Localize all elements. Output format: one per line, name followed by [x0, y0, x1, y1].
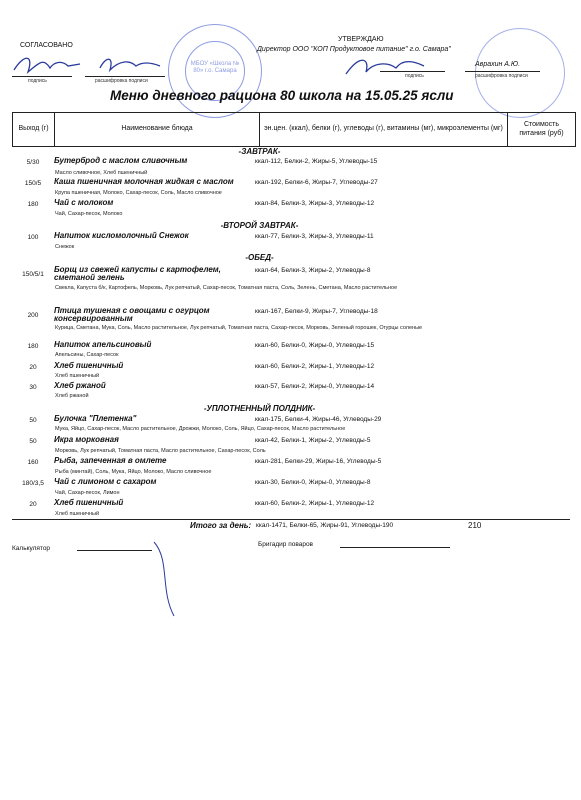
item-values: ккал-30, Белки-0, Жиры-0, Углеводы-8 [255, 479, 371, 486]
section-title-snack: -УПЛОТНЕННЫЙ ПОЛДНИК- [203, 404, 316, 413]
item-values: ккал-60, Белки-2, Жиры-1, Углеводы-12 [255, 500, 375, 507]
item-qty: 150/5/1 [22, 271, 44, 278]
item-qty: 20 [29, 501, 37, 508]
item-name: Хлеб ржаной [54, 381, 106, 390]
column-name: Наименование блюда [55, 113, 260, 147]
item-name: Птица тушеная с овощами с огурцом консервированным [54, 306, 210, 324]
item-name: Бутерброд с маслом сливочным [54, 156, 188, 165]
item-composition: Чай, Сахар-песок, Молоко [55, 211, 123, 217]
item-values: ккал-167, Белки-9, Жиры-7, Углеводы-18 [255, 308, 378, 315]
item-composition: Мука, Яйцо, Сахар-песок, Масло растительное, Дрожжи, Молоко, Соль, Яйцо, Сахар-песок, Масло растительное [55, 426, 346, 432]
signature-left [10, 52, 170, 78]
item-qty: 100 [27, 234, 39, 241]
item-name: Напиток апельсиновый [54, 340, 152, 349]
item-composition: Снежок [55, 244, 75, 250]
item-qty: 160 [27, 459, 39, 466]
item-values: ккал-60, Белки-0, Жиры-0, Углеводы-15 [255, 342, 375, 349]
item-name: Хлеб пшеничный [54, 361, 124, 370]
item-name: Булочка "Плетенка" [54, 414, 137, 423]
approved-left-label: СОГЛАСОВАНО [20, 42, 73, 49]
item-values: ккал-64, Белки-3, Жиры-2, Углеводы-8 [255, 267, 371, 274]
sign-label-left: подпись [28, 78, 47, 84]
sign-label-right: подпись [405, 73, 424, 79]
item-name: Борщ из свежей капусты с картофелем, сметаной зелень [54, 265, 221, 283]
director-name: Аврахин А.Ю. [475, 61, 521, 68]
page-title: Меню дневного рациона 80 школа на 15.05.25 ясли [110, 88, 454, 103]
column-qty: Выход (г) [13, 113, 55, 147]
section-title-lunch: -ОБЕД- [245, 253, 274, 262]
totals-price: 210 [468, 521, 482, 530]
item-qty: 150/5 [24, 180, 42, 187]
item-values: ккал-84, Белки-3, Жиры-3, Углеводы-12 [255, 200, 375, 207]
item-qty: 180/3,5 [22, 480, 44, 487]
director-line: Директор ООО "КОП Продуктовое питание" г.о. Самара" [257, 46, 451, 53]
column-values: эн.цен. (ккал), белки (г), углеводы (г), витамины (мг), микроэлементы (мг) [260, 113, 508, 147]
approved-right-label: УТВЕРЖДАЮ [338, 36, 384, 43]
totals-values: ккал-1471, Белки-65, Жиры-91, Углеводы-190 [256, 522, 394, 529]
decode-label-left: расшифровка подписи [95, 78, 148, 84]
item-qty: 180 [27, 201, 39, 208]
item-name: Чай с молоком [54, 198, 114, 207]
item-name: Напиток кисломолочный Снежок [54, 231, 189, 240]
item-qty: 200 [27, 312, 39, 319]
section-title-second-breakfast: -ВТОРОЙ ЗАВТРАК- [220, 221, 299, 230]
chef-signature [150, 540, 180, 620]
item-composition: Хлеб пшеничный [55, 511, 100, 517]
item-composition: Масло сливочное, Хлеб пшеничный [55, 170, 148, 176]
item-name: Рыба, запеченная в омлете [54, 456, 167, 465]
item-qty: 30 [29, 384, 37, 391]
item-name: Чай с лимоном с сахаром [54, 477, 157, 486]
decode-label-right: расшифровка подписи [475, 73, 528, 79]
item-name: Икра морковная [54, 435, 119, 444]
item-qty: 5/30 [26, 159, 40, 166]
stamp-text: МБОУ «Школа № 80» г.о. Самара [190, 61, 240, 74]
item-values: ккал-42, Белки-1, Жиры-2, Углеводы-5 [255, 437, 371, 444]
calculator-label: Калькулятор [12, 545, 51, 552]
item-values: ккал-192, Белки-6, Жиры-7, Углеводы-27 [255, 179, 378, 186]
item-values: ккал-175, Белки-4, Жиры-46, Углеводы-29 [255, 416, 382, 423]
school-stamp [168, 24, 262, 118]
item-qty: 20 [29, 364, 37, 371]
section-title-breakfast: -ЗАВТРАК- [238, 147, 281, 156]
menu-table-header [12, 112, 576, 147]
item-composition: Свекла, Капуста б/к, Картофель, Морковь, Лук репчатый, Сахар-песок, Томатная паста, Соль, Зелень, Сметана, Масло растительное [55, 285, 398, 291]
item-name: Каша пшеничная молочная жидкая с маслом [54, 177, 234, 186]
item-composition: Чай, Сахар-песок, Лимон [55, 490, 120, 496]
item-composition: Апельсины, Сахар-песок [55, 352, 119, 358]
item-composition: Хлеб пшеничный [55, 373, 100, 379]
item-qty: 50 [29, 417, 37, 424]
item-name: Хлеб пшеничный [54, 498, 124, 507]
chef-label: Бригадир поваров [258, 541, 314, 548]
item-composition: Хлеб ржаной [55, 393, 89, 399]
item-values: ккал-77, Белки-3, Жиры-3, Углеводы-11 [255, 233, 374, 240]
item-qty: 180 [27, 343, 39, 350]
item-values: ккал-57, Белки-2, Жиры-0, Углеводы-14 [255, 383, 375, 390]
item-values: ккал-281, Белки-29, Жиры-16, Углеводы-5 [255, 458, 382, 465]
item-composition: Рыба (минтай), Соль, Мука, Яйцо, Молоко, Масло сливочное [55, 469, 212, 475]
item-composition: Курица, Сметана, Мука, Соль, Масло растительное, Лук репчатый, Томатная паста, Сахар-песок, Морковь, Зеленый горошек, Огурцы соленые [55, 325, 423, 331]
item-values: ккал-112, Белки-2, Жиры-5, Углеводы-15 [255, 158, 378, 165]
item-composition: Крупа пшеничная, Молоко, Сахар-песок, Соль, Масло сливочное [55, 190, 222, 196]
totals-label: Итого за день: [190, 521, 252, 530]
column-price: Стоимость питания (руб) [508, 113, 576, 147]
item-qty: 50 [29, 438, 37, 445]
item-composition: Морковь, Лук репчатый, Томатная паста, Масло растительное, Сахар-песок, Соль [55, 448, 266, 454]
item-values: ккал-60, Белки-2, Жиры-1, Углеводы-12 [255, 363, 375, 370]
